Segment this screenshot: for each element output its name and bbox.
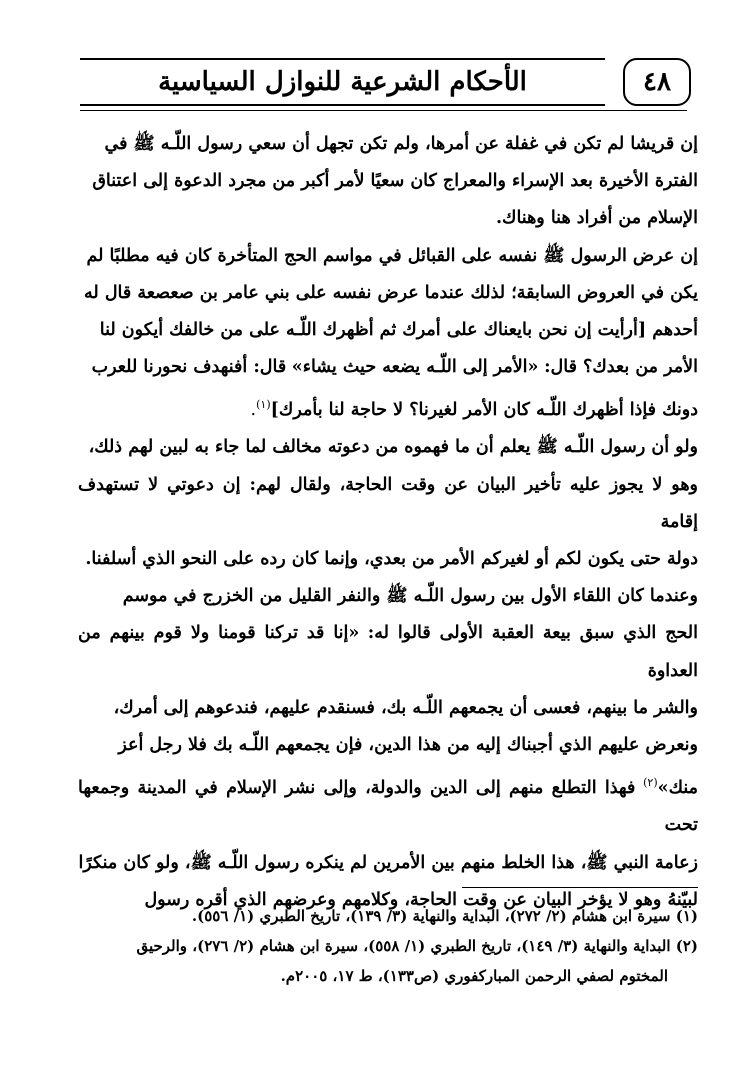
p4-quote-start: «إنا قد تركنا قومنا ولا قوم بينهم من العداوة [78,623,698,681]
p4-line-7: لبيّنهُ وهو لا يؤخر البيان عن وقت الحاجة، وكلامهم وعرضهم الذي أقره رسول [144,889,698,910]
page-header [80,58,700,116]
footnote-ref-2: (٢) [643,776,658,790]
p3-line-3: دولة حتى يكون لكم أو لغيركم الأمر من بعدي، وإنما كان رده على النحو الذي أسلفنا. [85,549,698,570]
body-text [78,126,698,919]
p4-quote-end: منك» [657,778,698,799]
footnote-ref-1: (١) [256,398,271,412]
p4-line-1: وعندما كان اللقاء الأول بين رسول اللّـه ﷺ والنفر القليل من الخزرج في موسم [122,586,698,607]
p2-hadith-quote: «الأمر إلى اللّـه يضعه حيث يشاء» [291,357,539,378]
running-title: الأحكام الشرعية للنوازل السياسية [158,67,527,97]
p4-line-2a: الحج الذي سبق بيعة العقبة الأولى قالوا له: [367,623,698,644]
footnotes [78,901,698,991]
p4-line-5b: فهذا التطلع منهم إلى الدين والدولة، وإلى نشر الإسلام في المدينة وجمعها تحت [78,778,698,836]
paragraph-2: إن عرض الرسول ﷺ نفسه على القبائل في مواسم الحج المتأخرة كان فيه مطلبًا لم يكن في العروض السابقة؛ لذلك عندما عرض نفسه على بني عامر بن صعصعة قال له أحدهم [أرأيت إن نحن بايعناك على أمرك ثم أظهرك اللّـه على من خالفك أيكون لنا الأمر من بعدك؟ قال: «الأمر إلى اللّـه يضعه حيث يشاء» قال: أفنهدف نحورنا للعرب دونك فإذا أظهرك اللّـه كان الأمر لغيرنا؟ لا حاجة لنا بأمرك]$^{(١)}$. [84,245,698,421]
p2-line-4b: قال: أفنهدف نحورنا للعرب [91,357,287,378]
p2-line-3: أحدهم [أرأيت إن نحن بايعناك على أمرك ثم أظهرك اللّـه على من خالفك أيكون لنا [99,320,698,341]
p1-line-3: الإسلام من أفراد هنا وهناك. [495,208,698,229]
footnote-separator [462,887,698,888]
p3-line-2: وهو لا يجوز عليه تأخير البيان عن وقت الحاجة، ولقال لهم: إن دعوتي لا تستهدف إقامة [78,474,698,532]
p1-line-1: إن قريشا لم تكن في غفلة عن أمرها، ولم تكن تجهل أن سعي رسول اللّـه ﷺ في [104,134,698,154]
p2-line-5: دونك فإذا أظهرك اللّـه كان الأمر لغيرنا؟ لا حاجة لنا بأمرك] [270,400,698,421]
p4-line-3: والشر ما بينهم، فعسى أن يجمعهم اللّـه بك، فسنقدم عليهم، فندعوهم إلى أمرك، [113,697,698,718]
page-number: ٤٨ [643,67,671,97]
p4-line-4: ونعرض عليهم الذي أجبناك إليه من هذا الدين، فإن يجمعهم اللّـه بك فلا رجل أعز [118,735,698,756]
p3-line-1: ولو أن رسول اللّـه ﷺ يعلم أن ما فهموه من دعوته مخالف لما جاء به لبين لهم ذلك، [88,437,698,458]
running-title-frame [80,58,605,106]
page-number-frame [623,58,691,106]
p2-line-2: يكن في العروض السابقة؛ لذلك عندما عرض نفسه على بني عامر بن صعصعة قال له [84,282,698,303]
footnote-1: (١) سيرة ابن هشام (٢/ ٢٧٢)، البداية والنهاية (٣/ ١٣٩)، تاريخ الطبري (١/ ٥٥٦). [191,907,698,925]
footnote-2-continued: المختوم لصفي الرحمن المباركفوري (ص١٣٣)، ط ١٧، ٢٠٠٥م. [280,967,668,985]
paragraph-4 [78,578,698,919]
p4-line-6: زعامة النبي ﷺ، هذا الخلط منهم بين الأمرين لم ينكره رسول اللّـه ﷺ، ولو كان منكرًا [78,852,698,873]
paragraph-3 [78,429,698,578]
footnote-2: (٢) البداية والنهاية (٣/ ١٤٩)، تاريخ الطبري (١/ ٥٥٨)، سيرة ابن هشام (٢/ ٢٧٦)، والرحيق [136,937,698,955]
p2-line-4a: الأمر من بعدك؟ قال: [544,357,698,378]
p1-line-2: الفترة الأخيرة بعد الإسراء والمعراج كان سعيًا لأمر أكبر من مجرد الدعوة إلى اعتناق [92,171,698,192]
header-rule [80,110,687,111]
paragraph-1 [78,126,698,238]
p2-line-1: إن عرض الرسول ﷺ نفسه على القبائل في مواسم الحج المتأخرة كان فيه مطلبًا لم [86,245,698,266]
